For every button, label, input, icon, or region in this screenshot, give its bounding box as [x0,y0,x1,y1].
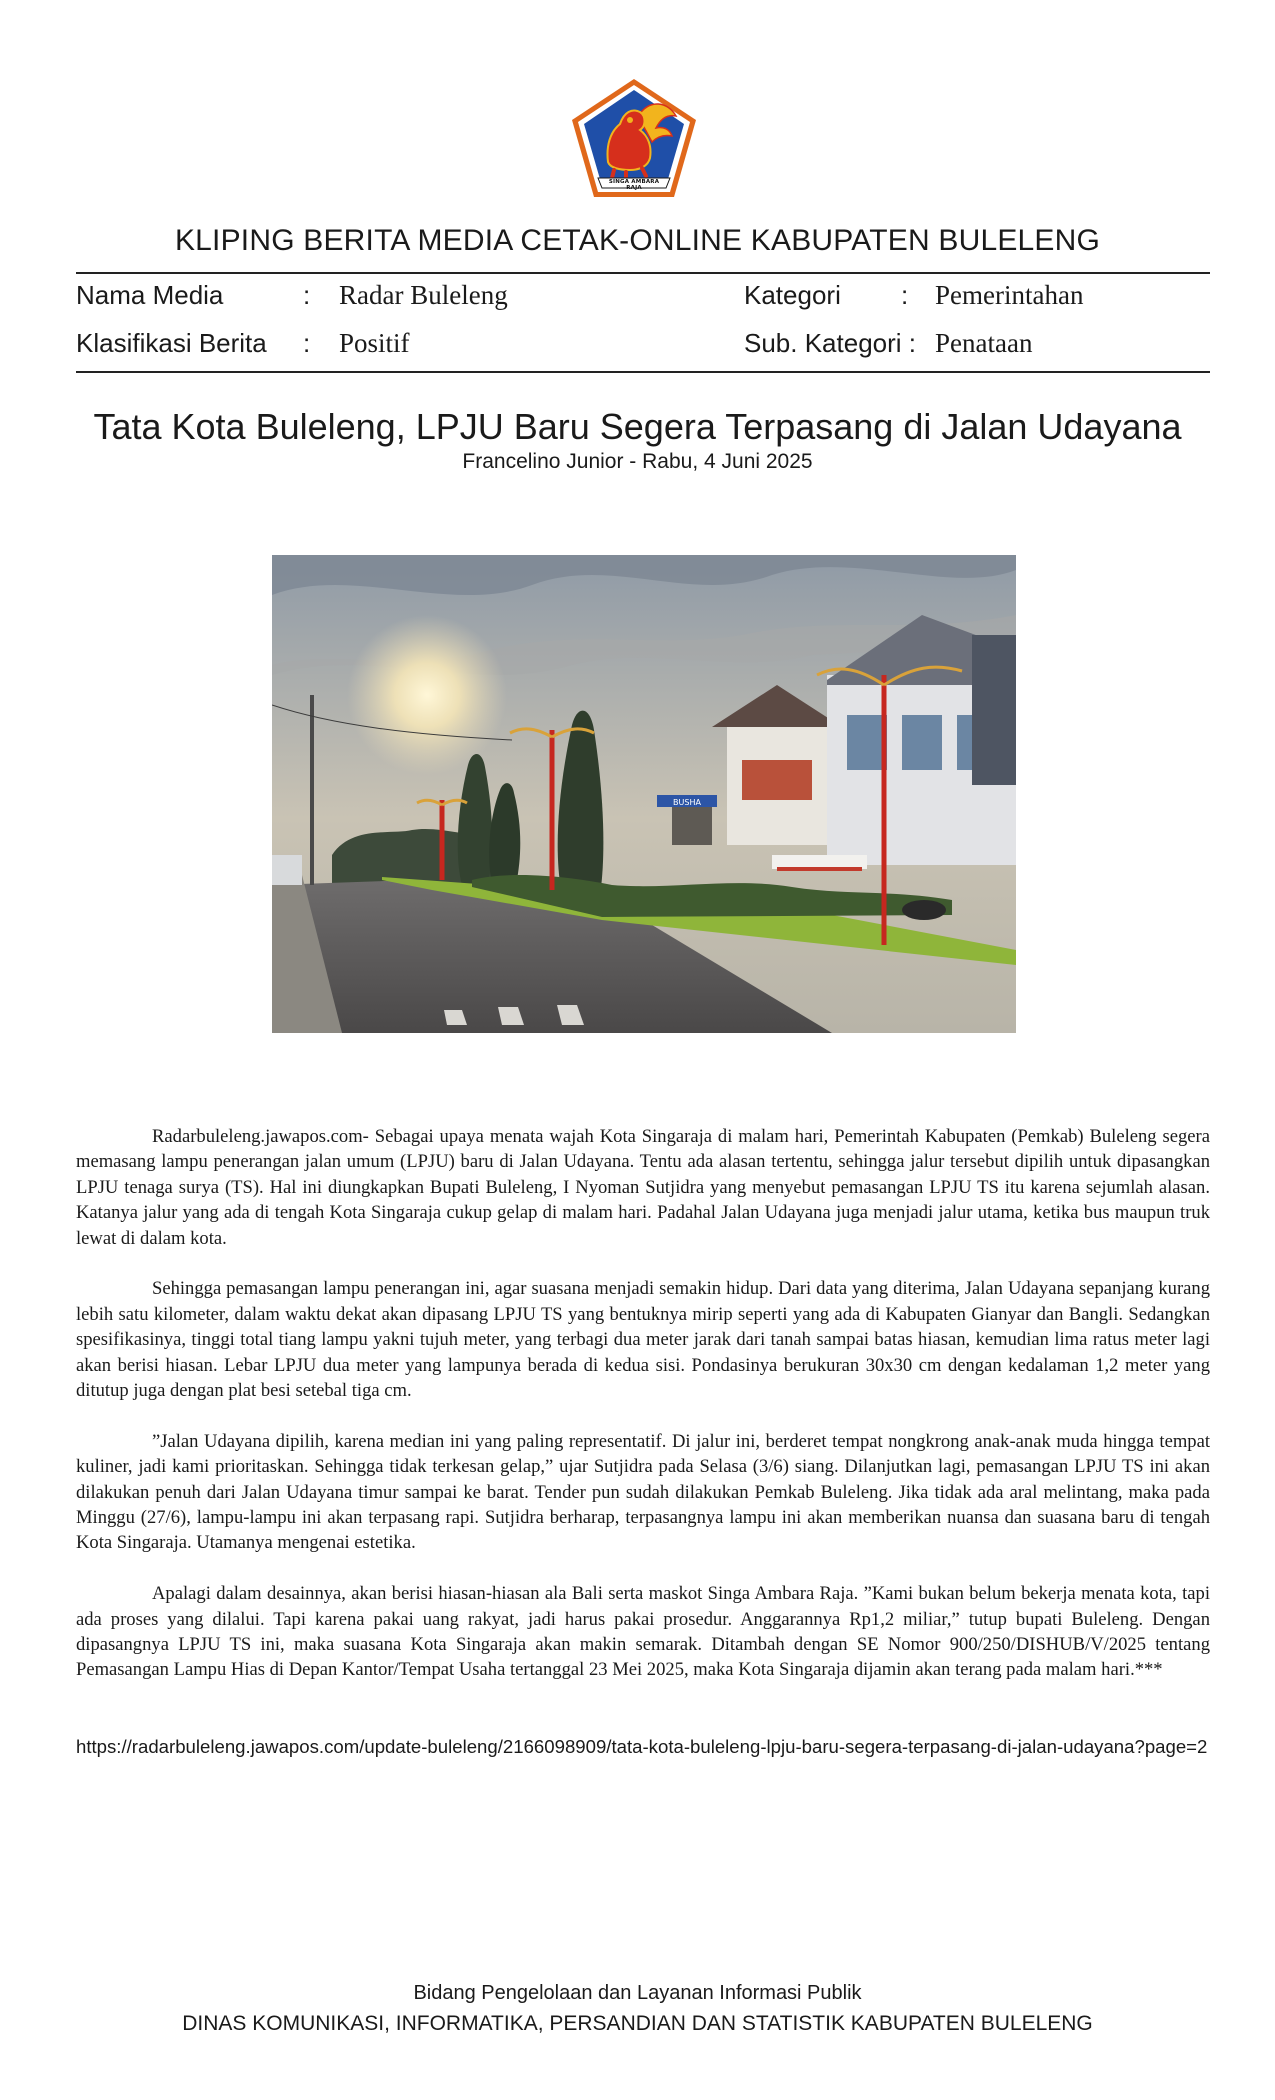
article-byline: Francelino Junior - Rabu, 4 Juni 2025 [462,450,813,473]
klasifikasi-colon: : [303,328,311,358]
kategori-label: Kategori [744,280,841,310]
klasifikasi-value: Positif [339,328,410,358]
clipping-header-title: KLIPING BERITA MEDIA CETAK-ONLINE KABUPATEN BULELENG [174,224,1101,257]
media-colon: : [303,280,311,310]
article-photo [272,555,1016,1033]
regency-logo [568,76,700,200]
article-paragraph: ”Jalan Udayana dipilih, karena median ini yang paling representatif. Di jalur ini, berderet tempat nongkrong anak-anak muda hingga tempat kuliner, jadi kami prioritaskan. Sehingga tidak terkesan gelap,” ujar Sutjidra pada Selasa (3/6) siang. Dilanjutkan lagi, pemasangan LPJU TS ini akan dilakukan penuh dari Jalan Udayana timur sampai ke barat. Tender pun sudah dilakukan Pemkab Buleleng. Jika tidak ada aral melintang, maka pada Minggu (27/6), lampu-lampu ini akan terpasang rapi. Sutjidra berharap, terpasangnya lampu ini akan memberikan nuansa dan suasana baru di tengah Kota Singaraja. Utamanya mengenai estetika. [76,1430,1210,1554]
article-body [76,1124,1210,1708]
logo-caption: SINGA AMBARA RAJA [608,179,660,191]
footer-agency: DINAS KOMUNIKASI, INFORMATIKA, PERSANDIAN DAN STATISTIK KABUPATEN BULELENG [182,2012,1093,2035]
photo-sign-text: BUSHA [673,798,701,807]
header-divider-bottom [76,371,1210,373]
source-url-link[interactable]: https://radarbuleleng.jawapos.com/update-buleleng/2166098909/tata-kota-buleleng-lpju-baru-segera-terpasang-di-jalan-udayana?page=2 [76,1736,1208,1757]
media-label: Nama Media [76,280,224,310]
subkategori-value: Penataan [935,328,1033,358]
article-paragraph: Apalagi dalam desainnya, akan berisi hiasan-hiasan ala Bali serta maskot Singa Ambara Raja. ”Kami bukan belum bekerja menata kota, tapi ada proses yang dilalui. Tapi karena pakai uang rakyat, jadi harus pakai prosedur. Anggarannya Rp1,2 miliar,” tutup bupati Buleleng. Dengan dipasangnya LPJU TS ini, maka suasana Kota Singaraja akan makin semarak. Ditambah dengan SE Nomor 900/250/DISHUB/V/2025 tentang Pemasangan Lampu Hias di Depan Kantor/Tempat Usaha tertanggal 23 Mei 2025, maka Kota Singaraja dijamin akan terang pada malam hari.*** [76,1583,1210,1681]
subkategori-label: Sub. Kategori : [744,328,916,358]
article-title: Tata Kota Buleleng, LPJU Baru Segera Terpasang di Jalan Udayana [93,406,1182,447]
klasifikasi-label: Klasifikasi Berita [76,328,267,358]
article-paragraph: Radarbuleleng.jawapos.com- Sebagai upaya menata wajah Kota Singaraja di malam hari, Pemerintah Kabupaten (Pemkab) Buleleng segera memasang lampu penerangan jalan umum (LPJU) baru di Jalan Udayana. Tentu ada alasan tertentu, sehingga jalur tersebut dipilih untuk dipasangkan LPJU tenaga surya (TS). Hal ini diungkapkan Bupati Buleleng, I Nyoman Sutjidra yang menyebut pemasangan LPJU TS itu karena sejumlah alasan. Katanya jalur yang ada di tengah Kota Singaraja cukup gelap di malam hari. Padahal Jalan Udayana juga menjadi jalur utama, ketika bus maupun truk lewat di dalam kota. [76,1126,1210,1249]
footer-unit: Bidang Pengelolaan dan Layanan Informasi Publik [413,1982,862,2004]
kategori-colon: : [901,280,909,310]
media-value: Radar Buleleng [339,280,508,310]
kategori-value: Pemerintahan [935,280,1084,310]
article-paragraph: Sehingga pemasangan lampu penerangan ini, agar suasana menjadi semakin hidup. Dari data yang diterima, Jalan Udayana sepanjang kurang lebih satu kilometer, dalam waktu dekat akan dipasang LPJU TS yang bentuknya mirip seperti yang ada di Kabupaten Gianyar dan Bangli. Sedangkan spesifikasinya, tinggi total tiang lampu yakni tujuh meter, yang terbagi dua meter jarak dari tanah sampai batas hiasan, kemudian lima ratus meter lagi akan berisi hiasan. Lebar LPJU dua meter yang lampunya berada di kedua sisi. Pondasinya berukuran 30x30 cm dengan kedalaman 1,2 meter yang ditutup juga dengan plat besi setebal tiga cm. [76,1278,1210,1402]
header-divider-top [76,272,1210,274]
